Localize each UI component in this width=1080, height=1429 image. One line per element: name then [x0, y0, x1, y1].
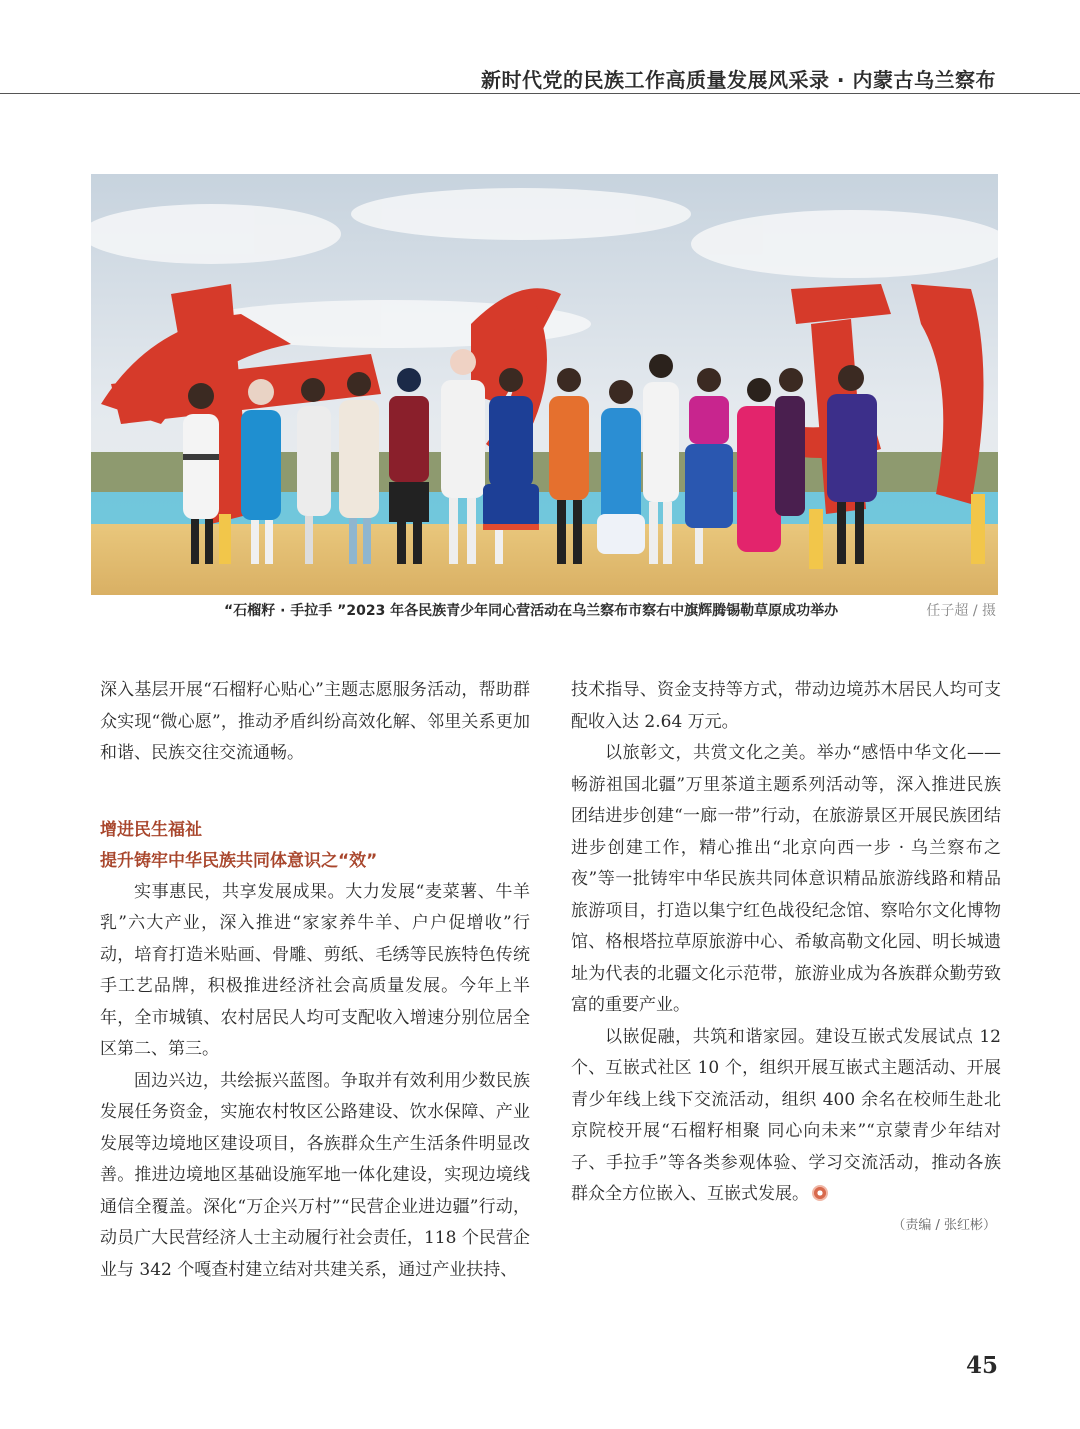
- page-number: 45: [965, 1352, 998, 1379]
- paragraph-4: 以旅彰文，共赏文化之美。举办“感悟中华文化——畅游祖国北疆”万里茶道主题系列活动等，深入推进民族团结进步创建“一廊一带”行动，在旅游景区开展民族团结进步创建工作，精心推出“北京向西一步 · 乌兰察布之夜”等一批铸牢中华民族共同体意识精品旅游线路和精品旅游项目，打造以集宁红色战役纪念馆、察哈尔文化博物馆、格根塔拉草原旅游中心、希敏高勒文化园、明长城遗址为代表的北疆文化示范带，旅游业成为各族群众勤劳致富的重要产业。: [571, 743, 1001, 1015]
- paragraph-1: 深入基层开展“石榴籽心贴心”主题志愿服务活动，帮助群众实现“微心愿”，推动矛盾纠纷高效化解、邻里关系更加和谐、民族交往交流通畅。: [100, 680, 530, 763]
- group-photo: [91, 174, 998, 595]
- paragraph-5: [571, 1022, 1001, 1211]
- editor-credit: （责编 / 张红彬）: [892, 1218, 996, 1233]
- photo-caption: “石榴籽 · 手拉手 ”2023 年各民族青少年同心营活动在乌兰察布市察右中旗辉腾锡勒草原成功举办: [224, 603, 839, 619]
- section-subhead-1: 增进民生福祉: [100, 819, 202, 840]
- photo-illustration: [91, 174, 998, 595]
- paragraph-3-continued: 技术指导、资金支持等方式，带动边境苏木居民人均可支配收入达 2.64 万元。: [571, 680, 1001, 732]
- paragraph-2: 实事惠民，共享发展成果。大力发展“麦菜薯、牛羊乳”六大产业，深入推进“家家养牛羊、户户促增收”行动，培育打造米贴画、骨雕、剪纸、毛绣等民族特色传统手工艺品牌，积极推进经济社会高质量发展。今年上半年，全市城镇、农村居民人均可支配收入增速分别位居全区第二、第三。: [100, 881, 530, 1059]
- section-title: 新时代党的民族工作高质量发展风采录 · 内蒙古乌兰察布: [480, 68, 996, 92]
- header-rule: [0, 93, 1080, 94]
- paragraph-3: 固边兴边，共绘振兴蓝图。争取并有效利用少数民族发展任务资金，实施农村牧区公路建设、饮水保障、产业发展等边境地区建设项目，各族群众生产生活条件明显改善。推进边境地区基础设施军地一体化建设，实现边境线通信全覆盖。深化“万企兴万村”“民营企业进边疆”行动，动员广大民营经济人士主动履行社会责任，118 个民营企业与 342 个嘎查村建立结对共建关系，通过产业扶持、: [100, 1070, 530, 1280]
- article-column-right: [571, 675, 1001, 1211]
- photo-credit: 任子超 / 摄: [926, 603, 996, 619]
- section-subhead-2: 提升铸牢中华民族共同体意识之“效”: [100, 850, 378, 871]
- paragraph-5-text: 以嵌促融，共筑和谐家园。建设互嵌式发展试点 12 个、互嵌式社区 10 个，组织开展互嵌式主题活动、开展青少年线上线下交流活动，组织 400 余名在校师生赴北京院校开展“石榴籽相聚 同心向未来”“京蒙青少年结对子、手拉手”等各类参观体验、学习交流活动，推动各族群众全方位嵌入、互嵌式发展。: [571, 1026, 1001, 1204]
- end-mark-icon: [812, 1185, 828, 1201]
- article-column-left: [100, 675, 530, 1286]
